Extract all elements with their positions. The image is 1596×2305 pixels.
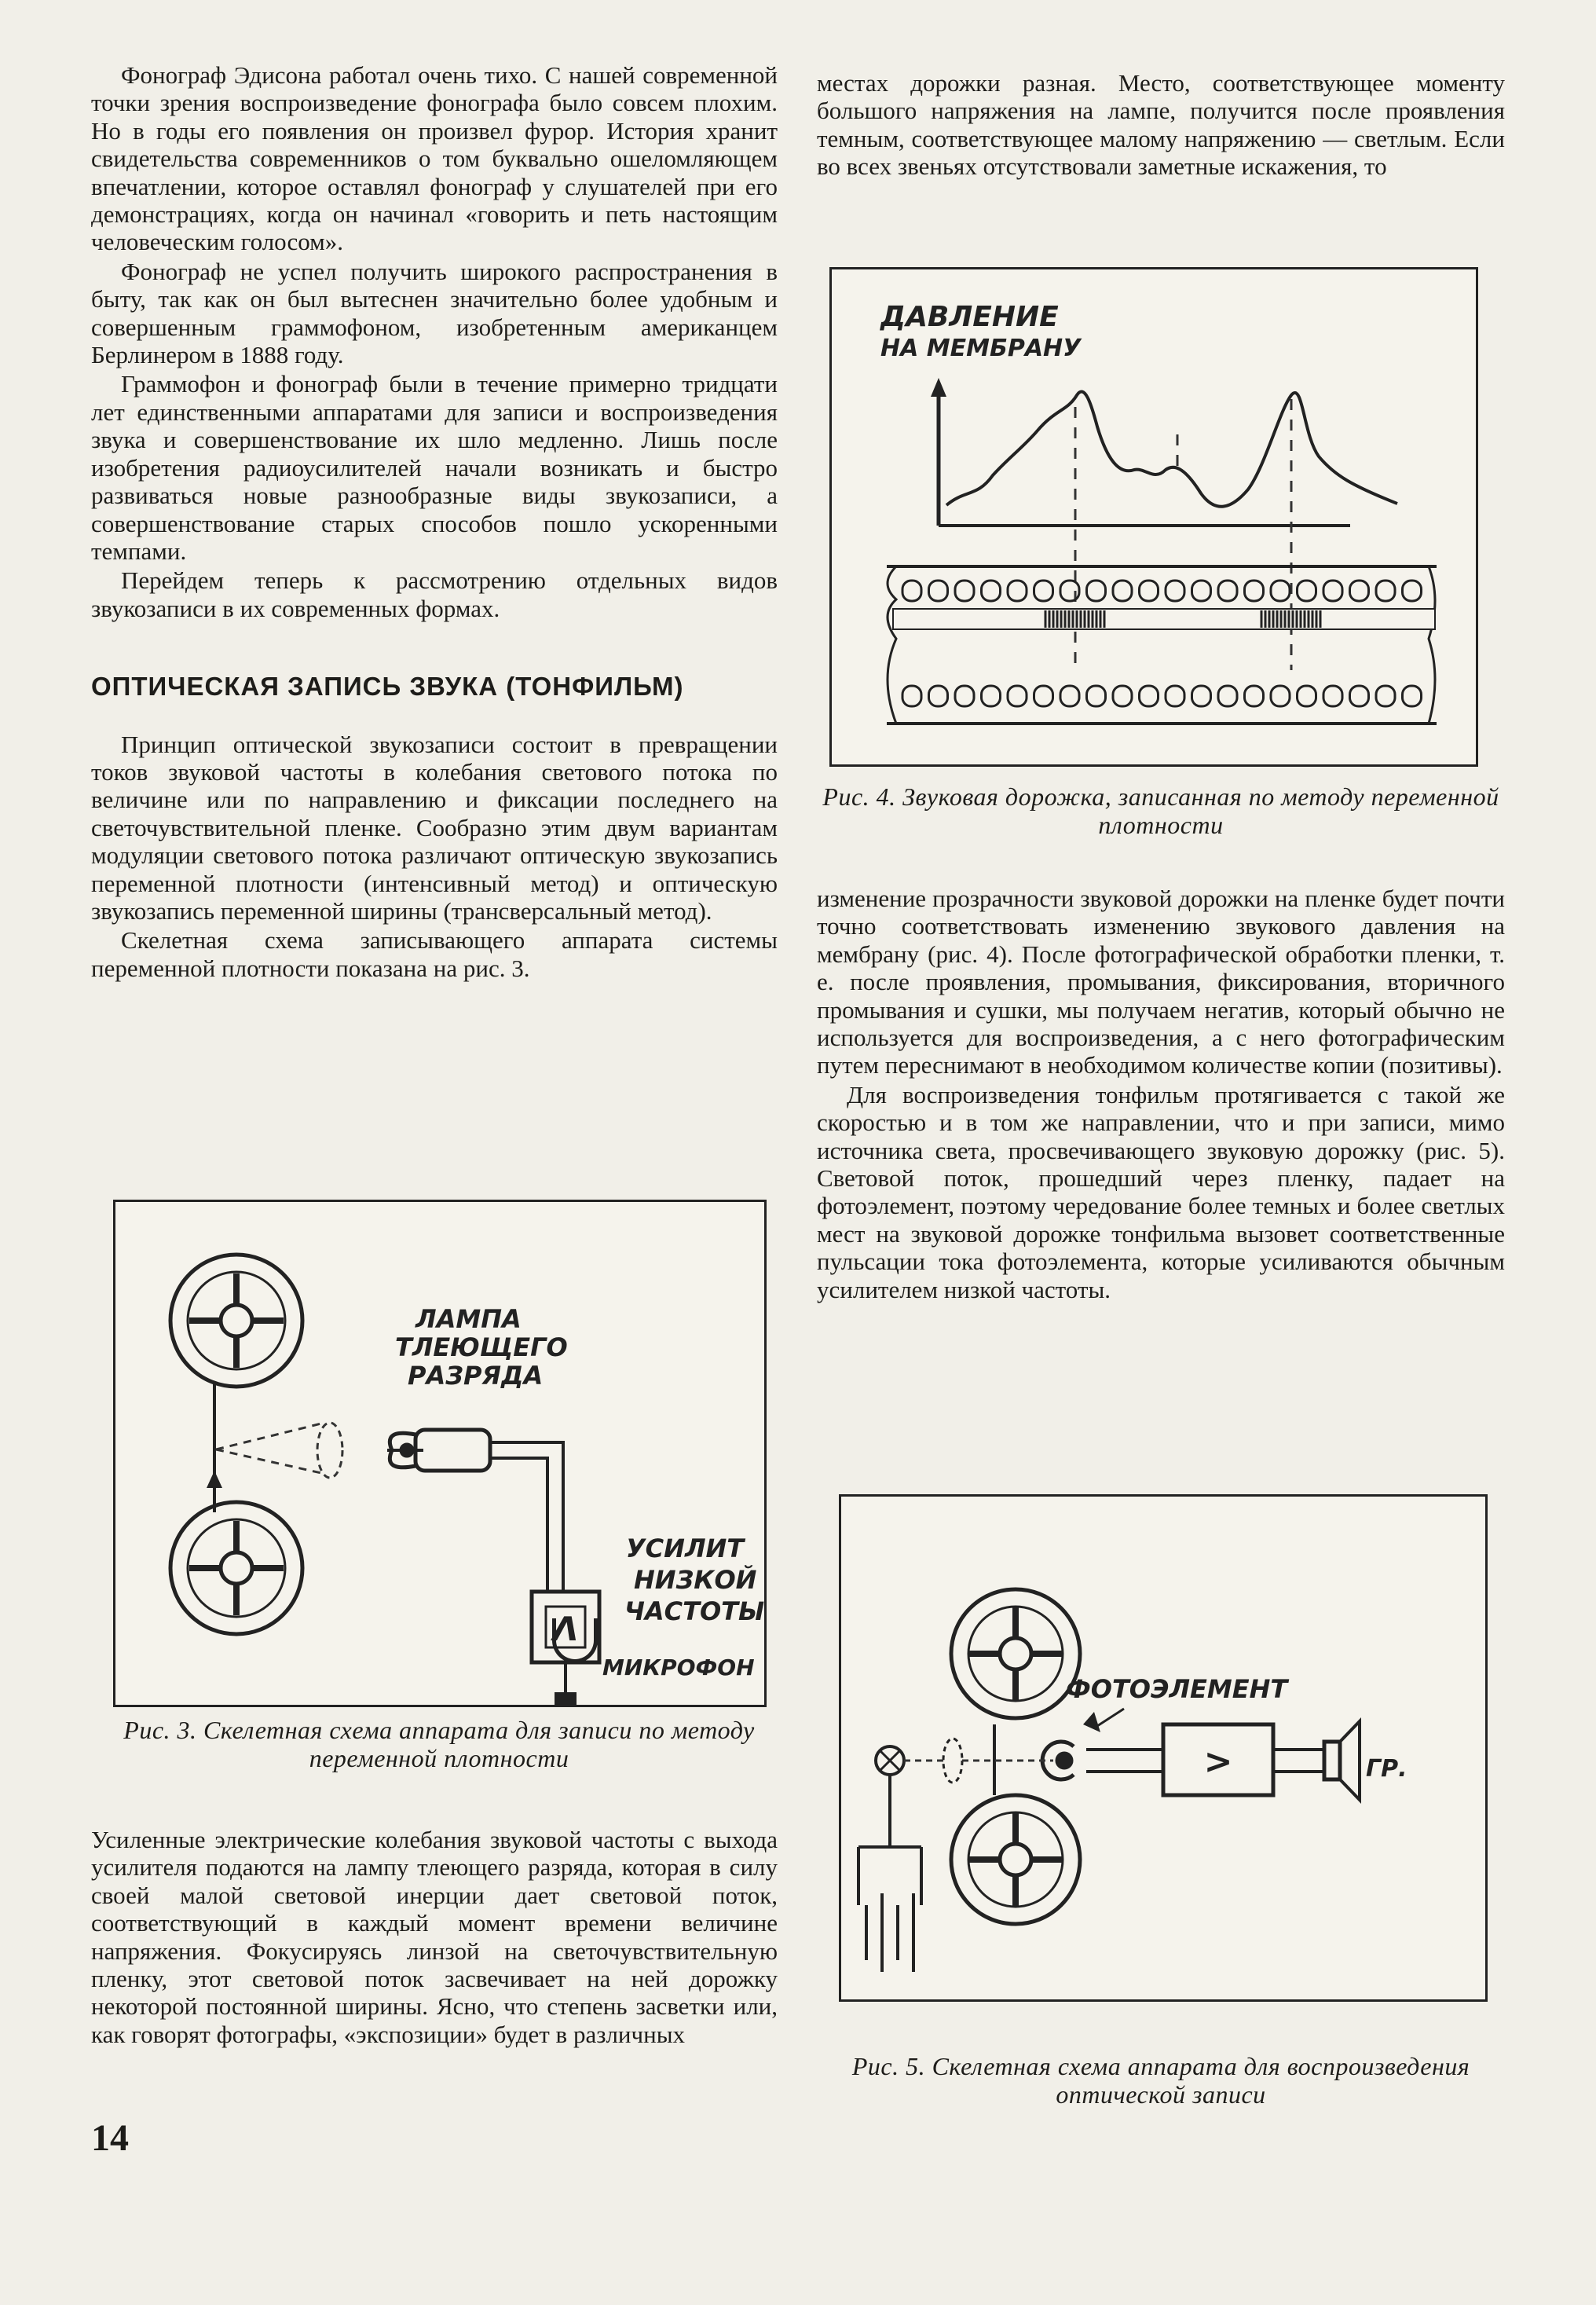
figure-4-svg [832,269,1476,764]
figure-5-caption: Рис. 5. Скелетная схема аппарата для воспроизведения оптической записи [851,2052,1470,2109]
sprocket-hole [1376,581,1395,601]
label-amp-3: ЧАСТОТЫ [624,1596,764,1626]
paragraph: Усиленные электрические колебания звуковой частоты с выхода усилителя подаются на лампу тлеющего разряда, которая в силу своей малой световой инерции дает световой поток, соответствующий в каждый момент времени величине напряжения. Фокусируясь линзой на светочувствительную пленку, этот световой поток засвечивает на ней дорожку некоторой постоянной ширины. Ясно, что степень засветки или, как говорят фотографы, «экспозиции» будет в различных [91,1826,778,2048]
sprocket-hole [1087,686,1106,706]
paragraph: изменение прозрачности звуковой дорожки на пленке будет почти точно соответствовать изменению звукового давления на мембрану (рис. 4). После фотографической обработки пленки, т. е. после проявления, промывания, фиксирования, вторичного промывания и сушки, мы получаем негатив, который обычно не используется для воспроизведения, а с него фотографическим путем переснимают в необходимом количестве копии (позитивы). [817,885,1505,1079]
sprocket-holes-top [902,581,1422,601]
label-photoelement: ФОТОЭЛЕМЕНТ [1066,1674,1288,1704]
sprocket-hole [1060,686,1079,706]
figure-5-diagram [839,1494,1488,2002]
label-lamp-2: ТЛЕЮЩЕГО [395,1332,568,1362]
sprocket-hole [1008,686,1027,706]
page-number: 14 [91,2117,129,2159]
sprocket-hole [1087,581,1106,601]
sprocket-hole [1245,581,1264,601]
figure-4-caption: Рис. 4. Звуковая дорожка, записанная по методу переменной плотности [822,782,1499,839]
paragraph: Скелетная схема записывающего аппарата системы переменной плотности показана на рис. 3. [91,926,778,982]
sprocket-hole [955,686,974,706]
sprocket-hole [929,686,948,706]
sprocket-hole [902,581,921,601]
sprocket-hole [1350,686,1369,706]
label-lamp-1: ЛАМПА [415,1304,522,1334]
sprocket-hole [1113,686,1132,706]
sprocket-hole [1140,686,1159,706]
microphone-icon [552,1618,598,1663]
sprocket-hole [1271,686,1290,706]
label-pressure-2: НА МЕМБРАНУ [880,335,1082,362]
sprocket-hole [955,581,974,601]
sprocket-hole [1192,581,1211,601]
sprocket-hole [1403,686,1422,706]
sprocket-hole [902,686,921,706]
sprocket-hole [982,686,1001,706]
sprocket-hole [1271,581,1290,601]
sprocket-hole [1323,581,1342,601]
sprocket-hole [1376,686,1395,706]
right-column-middle [817,885,1505,1305]
sprocket-hole [1034,581,1053,601]
paragraph: Граммофон и фонограф были в течение примерно тридцати лет единственными аппаратами для записи и воспроизведения звука и совершенствование их шло медленно. Лишь после изобретения радиоусилителей начали возникать и быстро развиваться новые разнообразные виды звукозаписи, а совершенствование старых способов пошло ускоренными темпами. [91,370,778,565]
label-amp-1: УСИЛИТ [626,1534,745,1563]
label-pressure-1: ДАВЛЕНИЕ [880,301,1059,333]
sprocket-hole [1166,581,1184,601]
figure-3-svg [115,1202,764,1705]
label-speaker: ГР. [1366,1755,1407,1783]
right-column-top [817,69,1505,182]
amplifier-symbol: > [1203,1742,1233,1782]
paragraph: Перейдем теперь к рассмотрению отдельных видов звукозаписи в их современных формах. [91,566,778,622]
sprocket-hole [982,581,1001,601]
figure-5-svg [841,1497,1485,1999]
sprocket-hole [1034,686,1053,706]
label-microphone: МИКРОФОН [602,1655,755,1680]
paragraph: местах дорожки разная. Место, соответствующее моменту большого напряжения на лампе, получится после проявления темным, соответствующее малому напряжению — светлым. Если во всех звеньях отсутствовали заметные искажения, то [817,69,1505,181]
sprocket-hole [1245,686,1264,706]
paragraph: Фонограф Эдисона работал очень тихо. С нашей современной точки зрения воспроизведение фонографа было совсем плохим. Но в годы его появления он произвел фурор. История хранит свидетельства современников о том буквально ошеломляющем впечатлении, которое оставлял фонограф у слушателей при его демонстрациях, когда он начинал «говорить и петь настоящим человеческим голосом». [91,61,778,256]
label-lamp-3: РАЗРЯДА [408,1361,544,1391]
left-column [91,61,778,984]
section-heading: ОПТИЧЕСКАЯ ЗАПИСЬ ЗВУКА (ТОНФИЛЬМ) [91,672,684,702]
sprocket-hole [1140,581,1159,601]
label-amp-2: НИЗКОЙ [634,1565,757,1595]
sprocket-hole [929,581,948,601]
sprocket-hole [1323,686,1342,706]
sprocket-hole [1218,686,1237,706]
amplifier-symbol: Λ [552,1610,579,1648]
paragraph: Принцип оптической звукозаписи состоит в превращении токов звуковой частоты в колебания светового потока по величине или по направлению и фиксации последнего на светочувствительной пленке. Сообразно этим двум вариантам модуляции светового потока различают оптическую звукозапись переменной плотности (интенсивный метод) и оптическую звукозапись переменной ширины (трансверсальный метод). [91,730,778,925]
sprocket-hole [1166,686,1184,706]
sprocket-hole [1113,581,1132,601]
sprocket-hole [1298,581,1316,601]
sprocket-hole [1192,686,1211,706]
sprocket-holes-bottom [902,686,1422,706]
figure-3-caption: Рис. 3. Скелетная схема аппарата для записи по методу переменной плотности [123,1716,755,1772]
sprocket-hole [1350,581,1369,601]
sprocket-hole [1298,686,1316,706]
figure-3-diagram [113,1200,767,1707]
left-column-bottom [91,1826,778,2050]
sprocket-hole [1218,581,1237,601]
paragraph: Для воспроизведения тонфильм протягивается с такой же скоростью и в том же направлении, что и при записи, мимо источника света, просвечивающего звуковую дорожку (рис. 5). Световой поток, прошедший через пленку, падает на фотоэлемент, поэтому чередование более темных и более светлых мест на звуковой дорожке тонфильма вызовет соответственные пульсации тока фотоэлемента, которые усиливаются обычным усилителем низкой частоты. [817,1080,1505,1303]
sprocket-hole [1008,581,1027,601]
sprocket-hole [1403,581,1422,601]
paragraph: Фонограф не успел получить широкого распространения в быту, так как он был вытеснен значительно более удобным и совершенным граммофоном, изобретенным американцем Берлинером в 1888 году. [91,257,778,369]
figure-4-diagram [829,267,1478,767]
